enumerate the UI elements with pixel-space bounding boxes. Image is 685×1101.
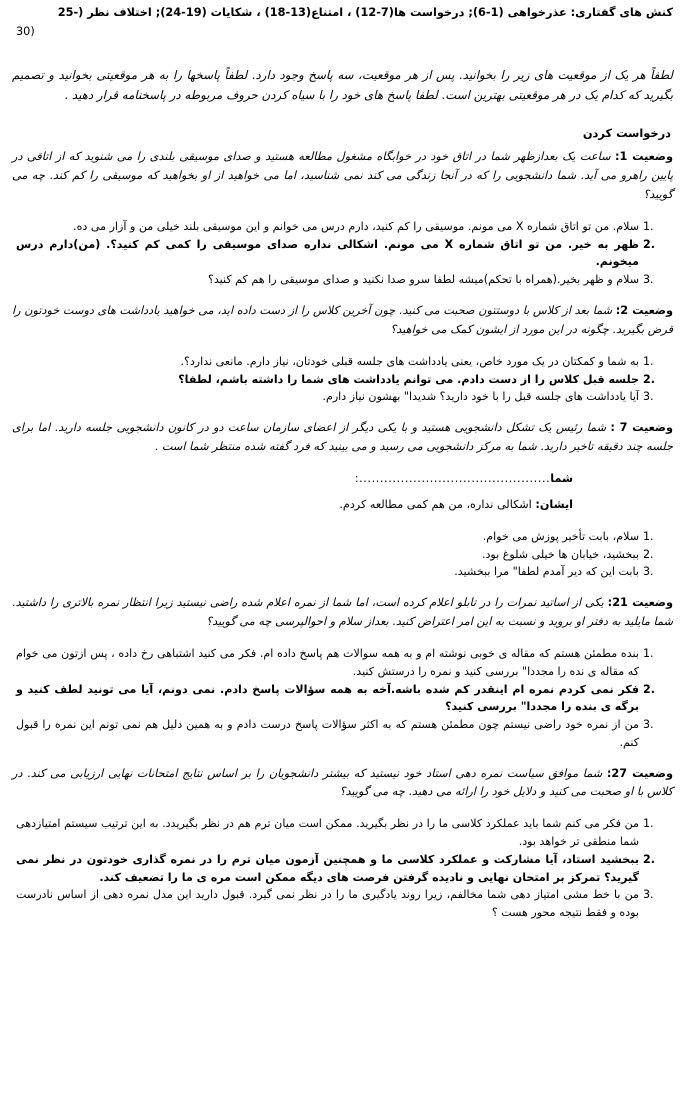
instructions-paragraph: لطفاً هر یک از موقعیت های زیر را بخوانید. پس از هر موقعیت، سه پاسخ وجود دارد. لطفاً پاسخها را به هر موقعیتی بخوانید و تصمیم بگیرید که کدام یک در هر موقعیتی بهترین است. لطفا پاسخ های خود را با سیاه کردن حروف مربوطه در پاسخنامه قرار دهید . bbox=[12, 67, 673, 102]
speech-acts-header-continuation: (30 bbox=[16, 24, 35, 38]
spacer bbox=[12, 105, 673, 126]
dialogue-speaker-you: شما bbox=[550, 472, 573, 486]
spacer bbox=[12, 44, 673, 65]
situation-prompt bbox=[12, 148, 673, 205]
option-text: آیا یادداشت های جلسه قبل را با خود دارید؟ شدیدا" بهشون نیاز دارم. bbox=[322, 390, 639, 404]
speech-acts-header bbox=[12, 4, 673, 42]
spacer bbox=[12, 340, 673, 353]
spacer bbox=[12, 289, 673, 302]
options-list bbox=[12, 645, 673, 752]
option-item[interactable] bbox=[12, 353, 673, 371]
spacer bbox=[12, 802, 673, 815]
option-number: 3. bbox=[643, 390, 654, 404]
option-number: 2. bbox=[643, 372, 655, 386]
option-text: بابت این که دیر آمدم لطفا" مرا ببخشید. bbox=[454, 565, 639, 579]
option-item[interactable] bbox=[12, 371, 673, 389]
option-item[interactable] bbox=[12, 546, 673, 564]
option-item[interactable] bbox=[12, 271, 673, 289]
option-item[interactable] bbox=[12, 886, 673, 922]
dialogue-turn-blank[interactable] bbox=[12, 470, 673, 488]
option-item[interactable] bbox=[12, 563, 673, 581]
options-list bbox=[12, 815, 673, 922]
situation-label: وضعیت 21: bbox=[607, 596, 673, 610]
spacer bbox=[12, 515, 673, 528]
option-item[interactable] bbox=[12, 388, 673, 406]
option-text: سلام، بابت تأخیر پوزش می خوام. bbox=[482, 529, 639, 543]
situation-text: شما موافق سیاست نمره دهی استاد خود نیستید که بیشتر دانشجویان را بر اساس نتایج امتحانات نهایی ارزیابی می کند. در کلاس با او صحبت می کنید و دلایل خود را ارائه می دهید. چه می گویید؟ bbox=[12, 766, 673, 799]
situation-prompt bbox=[12, 419, 673, 457]
option-number: 3. bbox=[643, 718, 654, 731]
options-list bbox=[12, 528, 673, 581]
option-item[interactable] bbox=[12, 218, 673, 236]
option-item[interactable] bbox=[12, 681, 673, 717]
option-number: 2. bbox=[643, 547, 654, 561]
option-item[interactable] bbox=[12, 716, 673, 752]
option-number: 2. bbox=[643, 237, 655, 251]
situation-label: وضعیت 1: bbox=[614, 150, 673, 164]
answer-blank-dots: :.............................................. bbox=[354, 472, 551, 486]
dialogue-turn-other bbox=[12, 496, 673, 514]
situation-text: ساعت یک بعدازظهر شما در اتاق خود در خوابگاه مشغول مطالعه هستید و صدای موسیقی بلندی را می شنوید که از اتاقی در پایین راهرو می آید. شما دانشجویی را که در آنجا زندگی می کند نمی شناسید، اما می خواهید از او بخواهید که موسیقی را کم کند. چه می گویید؟ bbox=[12, 150, 674, 201]
option-text: سلام. من تو اتاق شماره X می مونم. موسیقی را کم کنید، دارم درس می خوانم و این موسیقی بلند خیلی من و آزار می ده. bbox=[73, 219, 639, 233]
option-number: 1. bbox=[643, 817, 654, 831]
situation-prompt bbox=[12, 302, 673, 340]
dialogue-block bbox=[12, 470, 673, 515]
option-text: بنده مطمئن هستم که مقاله ی خوبی نوشته ام و به همه سوالات هم پاسخ داده ام. فکر می کنید اشتباهی رخ داده ، پس ازتون می خوام که مقاله ی نده را مجددا" بررسی کنید و نمره را درستش کنید. bbox=[16, 647, 639, 678]
spacer bbox=[12, 406, 673, 419]
situation-label: وضعیت 27: bbox=[606, 766, 673, 780]
spacer bbox=[12, 140, 673, 148]
option-number: 1. bbox=[643, 647, 654, 660]
spacer bbox=[12, 581, 673, 594]
option-item[interactable] bbox=[12, 236, 673, 272]
option-text: به شما و کمکتان در یک مورد خاص، یعنی یادداشت های جلسه قبلی خودتان، نیاز دارم. مانعی ندارد؟. bbox=[180, 354, 639, 368]
option-number: 2. bbox=[643, 852, 655, 866]
option-text: ببخشید استاد، آیا مشارکت و عملکرد کلاسی ما و همچنین آزمون میان ترم را در نمره گذاری خودتون در نظر نمی گیرید؟ تمرکز بر امتحان نهایی و نادیده گرفتن فرصت های دیگه ممکن است مره ی ما را تضعیف کند. bbox=[16, 852, 639, 884]
option-item[interactable] bbox=[12, 528, 673, 546]
situation-label: وضعیت 2: bbox=[615, 303, 673, 317]
situation-text: شما بعد از کلاس با دوستتون صحبت می کنید. چون آخرین کلاس را از دست داده اید، می خواهید یادداشت های دوست خودتون را قرض بگیرید. چگونه در این مورد از ایشون کمک می خواهید؟ bbox=[12, 303, 673, 336]
options-list bbox=[12, 218, 673, 289]
situation-label: وضعیت 7 : bbox=[610, 421, 673, 435]
spacer bbox=[12, 488, 673, 496]
option-item[interactable] bbox=[12, 645, 673, 681]
option-text: من با خط مشی امتیاز دهی شما مخالفم، زیرا روند یادگیری ما را در نظر نمی گیرد. قبول دارید این مدل نمره دهی از اساس نادرست بوده و فقط نتیجه محور هست ؟ bbox=[16, 888, 639, 920]
dialogue-other-text: اشکالی نداره، من هم کمی مطالعه کردم. bbox=[339, 498, 532, 512]
situation-text: شما رئیس یک تشکل دانشجویی هستید و با یکی دیگر از اعضای سازمان ساعت دو در کانون دانشجویی جلسه دارید. اما برای جلسه چند دقیقه تاخیر دارید. شما به مرکز دانشجویی می رسید و می بینید که فرد گفته شده منتظر شما است . bbox=[12, 421, 673, 454]
speech-acts-header-text: کنش های گفتاری: عذرخواهی (1-6); درخواست ها(7-12) ، امتناع(13-18) ، شکایات (19-24); اختلاف نظر (-25 bbox=[57, 6, 673, 19]
spacer bbox=[12, 752, 673, 765]
spacer bbox=[12, 457, 673, 470]
option-item[interactable] bbox=[12, 815, 673, 851]
option-item[interactable] bbox=[12, 851, 673, 887]
option-text: جلسه قبل کلاس را از دست دادم. می توانم یادداشت های شما را داشته باشم، لطفا؟ bbox=[178, 372, 639, 386]
option-text: فکر نمی کردم نمره ام اینقدر کم شده باشه.آخه به همه سؤالات پاسخ دادم. نمی دونم، آیا می تونید لطف کنید و برگه ی بنده را مجددا" بررسی کنید؟ bbox=[16, 682, 639, 714]
option-number: 3. bbox=[643, 273, 654, 287]
option-text: سلام و ظهر بخیر.(همراه با تحکم)میشه لطفا سرو صدا نکنید و صدای موسیقی را هم کم کنید؟ bbox=[207, 273, 639, 287]
option-number: 1. bbox=[643, 219, 654, 233]
option-text: من از نمره خود راضی نیستم چون مطمئن هستم که به اکثر سؤالات پاسخ درست دادم و به همین دلیل هم نمی تونم این نمره را قبول کنم. bbox=[16, 718, 639, 749]
option-text: من فکر می کنم شما باید عملکرد کلاسی ما را در نظر بگیرید. ممکن است میان ترم هم در نظر بگیریدد. به این ترتیب سیستم امتیازدهی شما منطقی تر خواهد بود. bbox=[16, 817, 639, 849]
option-number: 1. bbox=[643, 529, 654, 543]
option-number: 2. bbox=[643, 682, 655, 696]
dialogue-speaker-other: ایشان: bbox=[535, 498, 573, 512]
option-text: ظهر به خیر. من تو اتاق شماره X می مونم. اشکالی نداره صدای موسیقی را کمی کم کنید؟. (من)دارم درس میخونم. bbox=[16, 237, 640, 269]
situation-prompt bbox=[12, 594, 673, 632]
spacer bbox=[12, 205, 673, 218]
spacer bbox=[12, 632, 673, 645]
option-number: 1. bbox=[643, 354, 654, 368]
option-number: 3. bbox=[643, 565, 654, 579]
option-text: ببخشید، خیابان ها خیلی شلوغ بود. bbox=[481, 547, 639, 561]
situation-prompt bbox=[12, 765, 673, 803]
options-list bbox=[12, 353, 673, 406]
section-heading-requesting: درخواست کردن bbox=[582, 126, 671, 141]
situation-text: یکی از اساتید نمرات را در تابلو اعلام کرده است، اما شما از نمره اعلام شده راضی نیستید زیرا انتظار نمره بالاتری را داشتید. شما مایلید به دفتر او بروید و نسبت به این امر اعتراض کنید. بعداز سلام و احوالپرسی چه می گویید؟ bbox=[12, 596, 673, 629]
option-number: 3. bbox=[643, 888, 654, 902]
